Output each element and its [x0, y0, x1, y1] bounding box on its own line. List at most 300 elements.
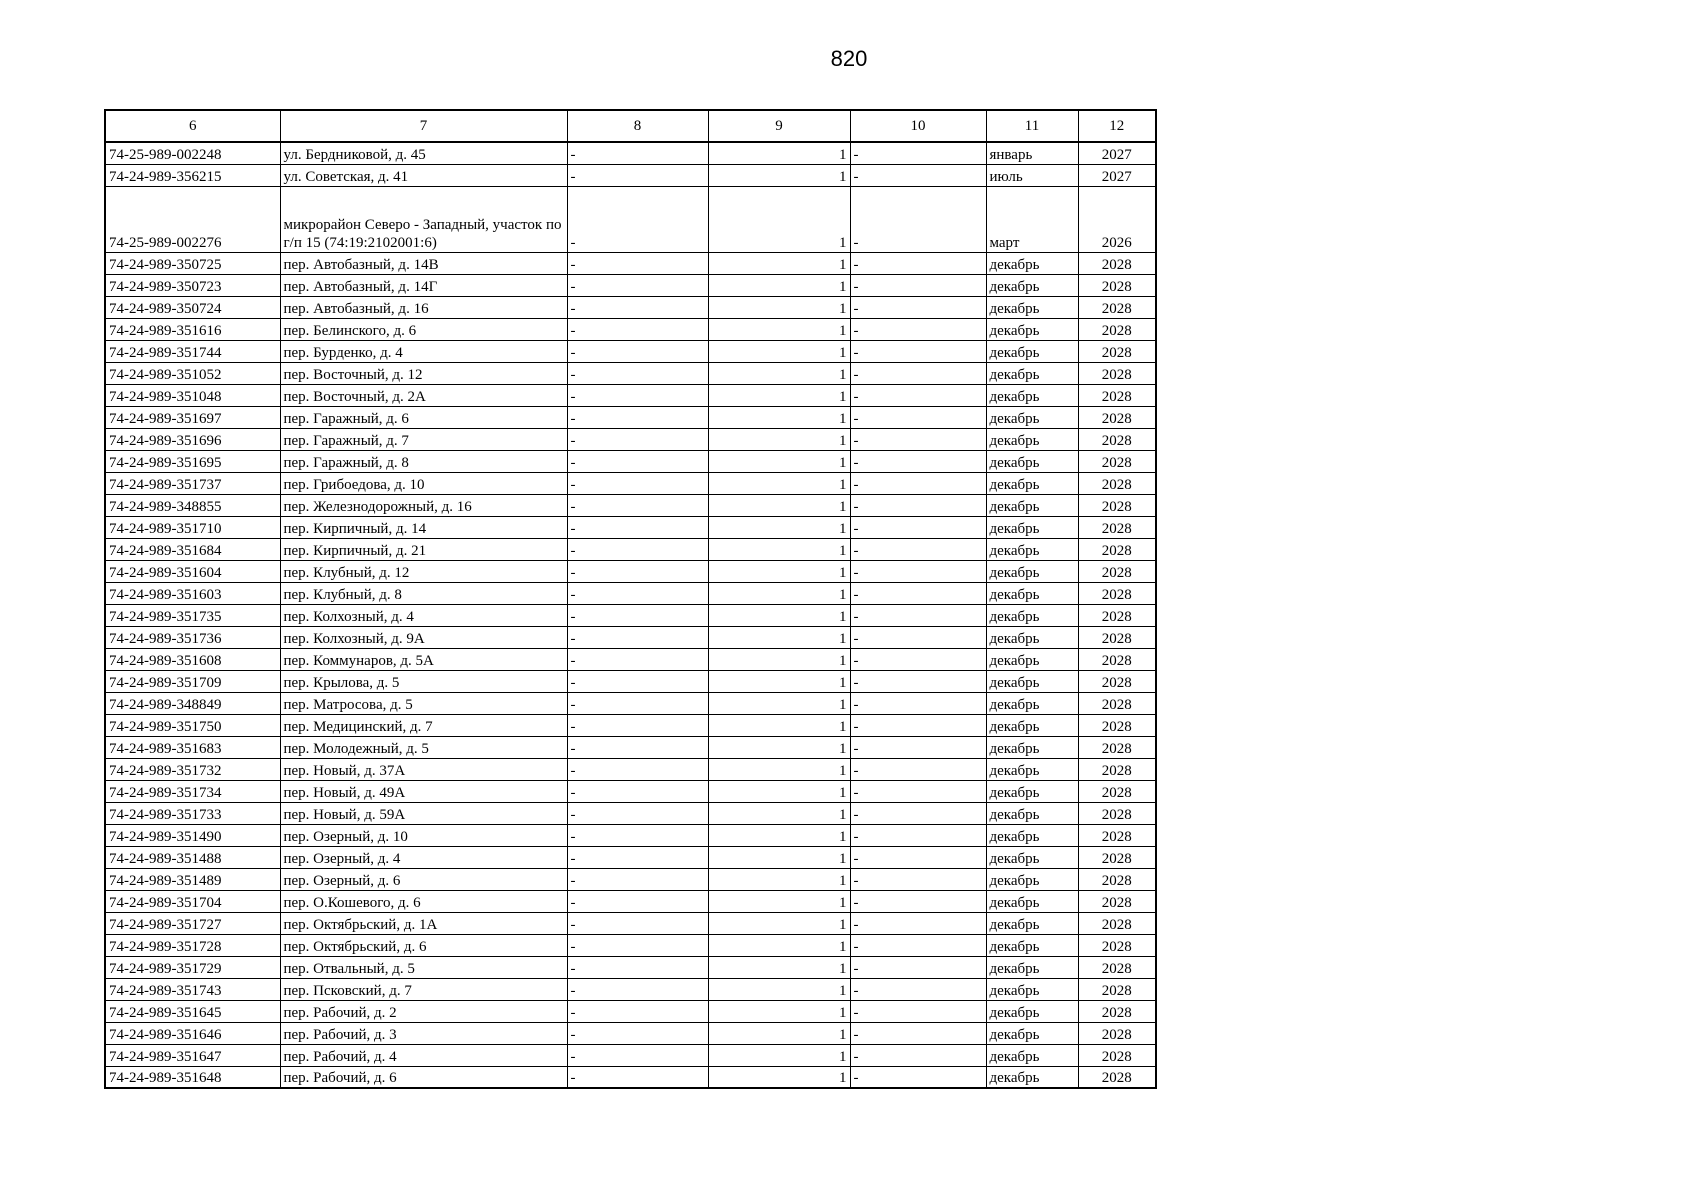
cell-col8: - [567, 538, 708, 560]
cell-year: 2028 [1078, 406, 1156, 428]
cell-quantity: 1 [708, 692, 850, 714]
table-row [105, 978, 1156, 1000]
table-row [105, 692, 1156, 714]
cell-quantity: 1 [708, 912, 850, 934]
table-row [105, 494, 1156, 516]
cell-object-code: 74-24-989-351735 [105, 604, 280, 626]
cell-month: декабрь [986, 780, 1078, 802]
cell-col10: - [850, 802, 986, 824]
cell-address: пер. Гаражный, д. 8 [280, 450, 567, 472]
register-table [104, 109, 1157, 1089]
cell-address: микрорайон Северо - Западный, участок по г/п 15 (74:19:2102001:6) [280, 186, 567, 252]
cell-col10: - [850, 626, 986, 648]
cell-object-code: 74-24-989-351645 [105, 1000, 280, 1022]
cell-year: 2028 [1078, 736, 1156, 758]
cell-quantity: 1 [708, 516, 850, 538]
cell-object-code: 74-24-989-356215 [105, 164, 280, 186]
cell-col8: - [567, 670, 708, 692]
cell-object-code: 74-24-989-348855 [105, 494, 280, 516]
cell-col8: - [567, 956, 708, 978]
table-row [105, 472, 1156, 494]
cell-month: декабрь [986, 582, 1078, 604]
cell-month: декабрь [986, 384, 1078, 406]
cell-address: пер. Белинского, д. 6 [280, 318, 567, 340]
table-row [105, 274, 1156, 296]
cell-col8: - [567, 978, 708, 1000]
cell-year: 2028 [1078, 1000, 1156, 1022]
cell-quantity: 1 [708, 626, 850, 648]
cell-col10: - [850, 956, 986, 978]
cell-quantity: 1 [708, 384, 850, 406]
cell-col8: - [567, 780, 708, 802]
cell-quantity: 1 [708, 428, 850, 450]
cell-col8: - [567, 846, 708, 868]
cell-col8: - [567, 868, 708, 890]
cell-col10: - [850, 428, 986, 450]
cell-address: пер. Автобазный, д. 16 [280, 296, 567, 318]
cell-object-code: 74-24-989-351696 [105, 428, 280, 450]
column-header: 10 [850, 110, 986, 142]
cell-address: пер. Новый, д. 59А [280, 802, 567, 824]
table-row [105, 142, 1156, 164]
cell-quantity: 1 [708, 802, 850, 824]
cell-address: пер. Медицинский, д. 7 [280, 714, 567, 736]
cell-col10: - [850, 164, 986, 186]
cell-address: пер. Железнодорожный, д. 16 [280, 494, 567, 516]
cell-month: март [986, 186, 1078, 252]
cell-quantity: 1 [708, 736, 850, 758]
cell-month: декабрь [986, 802, 1078, 824]
cell-quantity: 1 [708, 846, 850, 868]
table-row [105, 868, 1156, 890]
cell-col10: - [850, 758, 986, 780]
cell-object-code: 74-24-989-351733 [105, 802, 280, 824]
cell-year: 2028 [1078, 868, 1156, 890]
cell-quantity: 1 [708, 670, 850, 692]
cell-quantity: 1 [708, 890, 850, 912]
cell-quantity: 1 [708, 560, 850, 582]
cell-month: декабрь [986, 362, 1078, 384]
cell-col8: - [567, 714, 708, 736]
cell-col10: - [850, 824, 986, 846]
cell-col10: - [850, 978, 986, 1000]
table-row [105, 758, 1156, 780]
cell-address: пер. Колхозный, д. 9А [280, 626, 567, 648]
cell-year: 2028 [1078, 472, 1156, 494]
cell-address: пер. Бурденко, д. 4 [280, 340, 567, 362]
cell-address: пер. О.Кошевого, д. 6 [280, 890, 567, 912]
cell-quantity: 1 [708, 318, 850, 340]
cell-address: пер. Гаражный, д. 6 [280, 406, 567, 428]
cell-quantity: 1 [708, 934, 850, 956]
cell-quantity: 1 [708, 472, 850, 494]
cell-col8: - [567, 736, 708, 758]
cell-object-code: 74-24-989-351734 [105, 780, 280, 802]
cell-address: пер. Кирпичный, д. 21 [280, 538, 567, 560]
cell-object-code: 74-24-989-351750 [105, 714, 280, 736]
page-number: 820 [830, 46, 868, 71]
cell-year: 2028 [1078, 428, 1156, 450]
cell-col10: - [850, 274, 986, 296]
cell-year: 2028 [1078, 340, 1156, 362]
table-row [105, 362, 1156, 384]
cell-month: декабрь [986, 516, 1078, 538]
cell-year: 2028 [1078, 252, 1156, 274]
cell-quantity: 1 [708, 340, 850, 362]
header-row [105, 110, 1156, 142]
table-row [105, 296, 1156, 318]
cell-col10: - [850, 384, 986, 406]
cell-object-code: 74-24-989-350725 [105, 252, 280, 274]
cell-address: пер. Рабочий, д. 3 [280, 1022, 567, 1044]
table-row [105, 648, 1156, 670]
cell-month: декабрь [986, 758, 1078, 780]
cell-quantity: 1 [708, 538, 850, 560]
cell-col10: - [850, 1000, 986, 1022]
cell-object-code: 74-25-989-002248 [105, 142, 280, 164]
cell-object-code: 74-24-989-351695 [105, 450, 280, 472]
cell-object-code: 74-24-989-351737 [105, 472, 280, 494]
column-header: 8 [567, 110, 708, 142]
cell-col10: - [850, 538, 986, 560]
cell-col8: - [567, 912, 708, 934]
cell-quantity: 1 [708, 824, 850, 846]
cell-month: декабрь [986, 670, 1078, 692]
table-row [105, 384, 1156, 406]
cell-col10: - [850, 648, 986, 670]
cell-col8: - [567, 142, 708, 164]
cell-quantity: 1 [708, 956, 850, 978]
cell-year: 2028 [1078, 604, 1156, 626]
cell-col8: - [567, 186, 708, 252]
cell-year: 2028 [1078, 274, 1156, 296]
cell-object-code: 74-24-989-351608 [105, 648, 280, 670]
cell-month: декабрь [986, 472, 1078, 494]
table-row [105, 406, 1156, 428]
cell-year: 2028 [1078, 956, 1156, 978]
cell-month: декабрь [986, 296, 1078, 318]
cell-month: декабрь [986, 626, 1078, 648]
cell-col8: - [567, 252, 708, 274]
column-header: 7 [280, 110, 567, 142]
cell-month: декабрь [986, 648, 1078, 670]
cell-quantity: 1 [708, 1022, 850, 1044]
cell-month: декабрь [986, 1066, 1078, 1088]
cell-col8: - [567, 362, 708, 384]
cell-object-code: 74-24-989-351743 [105, 978, 280, 1000]
cell-year: 2028 [1078, 626, 1156, 648]
cell-object-code: 74-24-989-351490 [105, 824, 280, 846]
table-row [105, 890, 1156, 912]
cell-year: 2027 [1078, 142, 1156, 164]
table-row [105, 164, 1156, 186]
cell-col8: - [567, 1000, 708, 1022]
table-row [105, 824, 1156, 846]
cell-object-code: 74-24-989-351729 [105, 956, 280, 978]
cell-year: 2028 [1078, 692, 1156, 714]
cell-address: пер. Октябрьский, д. 6 [280, 934, 567, 956]
cell-quantity: 1 [708, 142, 850, 164]
cell-col10: - [850, 780, 986, 802]
cell-year: 2028 [1078, 670, 1156, 692]
table-row [105, 912, 1156, 934]
cell-month: декабрь [986, 274, 1078, 296]
cell-object-code: 74-24-989-351728 [105, 934, 280, 956]
table-row [105, 780, 1156, 802]
cell-address: пер. Клубный, д. 12 [280, 560, 567, 582]
table-row [105, 318, 1156, 340]
cell-month: декабрь [986, 692, 1078, 714]
cell-col8: - [567, 340, 708, 362]
cell-col10: - [850, 934, 986, 956]
cell-month: декабрь [986, 318, 1078, 340]
column-header: 6 [105, 110, 280, 142]
table-row [105, 1022, 1156, 1044]
cell-object-code: 74-24-989-351710 [105, 516, 280, 538]
cell-object-code: 74-24-989-348849 [105, 692, 280, 714]
cell-col8: - [567, 428, 708, 450]
cell-address: пер. Коммунаров, д. 5А [280, 648, 567, 670]
cell-address: пер. Озерный, д. 10 [280, 824, 567, 846]
cell-year: 2028 [1078, 846, 1156, 868]
cell-col10: - [850, 450, 986, 472]
cell-year: 2028 [1078, 1066, 1156, 1088]
cell-object-code: 74-24-989-351604 [105, 560, 280, 582]
cell-col8: - [567, 802, 708, 824]
cell-address: пер. Озерный, д. 4 [280, 846, 567, 868]
cell-month: декабрь [986, 736, 1078, 758]
cell-quantity: 1 [708, 406, 850, 428]
table-row [105, 428, 1156, 450]
cell-col8: - [567, 450, 708, 472]
cell-month: январь [986, 142, 1078, 164]
table-row [105, 538, 1156, 560]
cell-col8: - [567, 626, 708, 648]
cell-address: пер. Озерный, д. 6 [280, 868, 567, 890]
cell-year: 2026 [1078, 186, 1156, 252]
cell-object-code: 74-24-989-351683 [105, 736, 280, 758]
table-row [105, 516, 1156, 538]
cell-year: 2028 [1078, 758, 1156, 780]
cell-object-code: 74-24-989-351744 [105, 340, 280, 362]
cell-col8: - [567, 472, 708, 494]
cell-col8: - [567, 824, 708, 846]
table-row [105, 1066, 1156, 1088]
cell-col8: - [567, 758, 708, 780]
cell-col8: - [567, 274, 708, 296]
cell-month: декабрь [986, 538, 1078, 560]
cell-col10: - [850, 318, 986, 340]
cell-col10: - [850, 736, 986, 758]
cell-quantity: 1 [708, 758, 850, 780]
cell-col8: - [567, 318, 708, 340]
cell-year: 2028 [1078, 516, 1156, 538]
cell-year: 2028 [1078, 450, 1156, 472]
table-row [105, 1000, 1156, 1022]
cell-address: пер. Кирпичный, д. 14 [280, 516, 567, 538]
table-row [105, 1044, 1156, 1066]
cell-col10: - [850, 912, 986, 934]
cell-address: пер. Псковский, д. 7 [280, 978, 567, 1000]
cell-col8: - [567, 296, 708, 318]
column-header: 11 [986, 110, 1078, 142]
cell-quantity: 1 [708, 274, 850, 296]
cell-address: пер. Клубный, д. 8 [280, 582, 567, 604]
table-row [105, 626, 1156, 648]
cell-month: декабрь [986, 978, 1078, 1000]
cell-col8: - [567, 1066, 708, 1088]
cell-year: 2028 [1078, 560, 1156, 582]
cell-year: 2028 [1078, 362, 1156, 384]
cell-col8: - [567, 604, 708, 626]
cell-object-code: 74-24-989-351697 [105, 406, 280, 428]
cell-month: декабрь [986, 868, 1078, 890]
cell-year: 2028 [1078, 296, 1156, 318]
cell-address: пер. Новый, д. 37А [280, 758, 567, 780]
cell-object-code: 74-24-989-351646 [105, 1022, 280, 1044]
cell-address: пер. Матросова, д. 5 [280, 692, 567, 714]
cell-col8: - [567, 164, 708, 186]
cell-quantity: 1 [708, 780, 850, 802]
cell-col10: - [850, 296, 986, 318]
cell-month: декабрь [986, 1022, 1078, 1044]
cell-year: 2028 [1078, 384, 1156, 406]
cell-year: 2028 [1078, 1044, 1156, 1066]
cell-col10: - [850, 186, 986, 252]
cell-year: 2028 [1078, 802, 1156, 824]
cell-year: 2027 [1078, 164, 1156, 186]
cell-col10: - [850, 406, 986, 428]
cell-year: 2028 [1078, 912, 1156, 934]
cell-col8: - [567, 1022, 708, 1044]
cell-col10: - [850, 362, 986, 384]
cell-col10: - [850, 472, 986, 494]
cell-object-code: 74-24-989-351648 [105, 1066, 280, 1088]
table-body [105, 142, 1156, 1088]
cell-object-code: 74-24-989-350723 [105, 274, 280, 296]
table-row [105, 560, 1156, 582]
cell-address: пер. Отвальный, д. 5 [280, 956, 567, 978]
cell-address: пер. Гаражный, д. 7 [280, 428, 567, 450]
cell-year: 2028 [1078, 824, 1156, 846]
cell-col8: - [567, 560, 708, 582]
cell-address: пер. Молодежный, д. 5 [280, 736, 567, 758]
cell-month: декабрь [986, 428, 1078, 450]
cell-address: ул. Бердниковой, д. 45 [280, 142, 567, 164]
cell-object-code: 74-24-989-351647 [105, 1044, 280, 1066]
cell-object-code: 74-24-989-351616 [105, 318, 280, 340]
table-row [105, 670, 1156, 692]
cell-object-code: 74-25-989-002276 [105, 186, 280, 252]
cell-address: пер. Колхозный, д. 4 [280, 604, 567, 626]
table-row [105, 736, 1156, 758]
cell-address: пер. Восточный, д. 2А [280, 384, 567, 406]
cell-year: 2028 [1078, 714, 1156, 736]
cell-year: 2028 [1078, 538, 1156, 560]
cell-month: декабрь [986, 956, 1078, 978]
cell-address: пер. Новый, д. 49А [280, 780, 567, 802]
cell-address: пер. Грибоедова, д. 10 [280, 472, 567, 494]
cell-month: декабрь [986, 560, 1078, 582]
cell-month: декабрь [986, 824, 1078, 846]
cell-year: 2028 [1078, 890, 1156, 912]
cell-month: декабрь [986, 1044, 1078, 1066]
cell-col10: - [850, 692, 986, 714]
cell-col10: - [850, 1044, 986, 1066]
cell-year: 2028 [1078, 978, 1156, 1000]
cell-month: декабрь [986, 340, 1078, 362]
cell-year: 2028 [1078, 934, 1156, 956]
cell-object-code: 74-24-989-351052 [105, 362, 280, 384]
cell-year: 2028 [1078, 648, 1156, 670]
cell-month: декабрь [986, 1000, 1078, 1022]
cell-month: июль [986, 164, 1078, 186]
cell-quantity: 1 [708, 252, 850, 274]
cell-month: декабрь [986, 846, 1078, 868]
cell-col10: - [850, 890, 986, 912]
table-row [105, 714, 1156, 736]
cell-quantity: 1 [708, 648, 850, 670]
cell-quantity: 1 [708, 978, 850, 1000]
cell-col10: - [850, 252, 986, 274]
cell-col10: - [850, 714, 986, 736]
cell-year: 2028 [1078, 780, 1156, 802]
cell-month: декабрь [986, 494, 1078, 516]
cell-year: 2028 [1078, 1022, 1156, 1044]
cell-col10: - [850, 560, 986, 582]
table-row [105, 802, 1156, 824]
column-header: 12 [1078, 110, 1156, 142]
cell-col10: - [850, 516, 986, 538]
cell-year: 2028 [1078, 318, 1156, 340]
table-row [105, 956, 1156, 978]
table-row [105, 186, 1156, 252]
cell-col8: - [567, 582, 708, 604]
cell-object-code: 74-24-989-351704 [105, 890, 280, 912]
cell-address: пер. Рабочий, д. 2 [280, 1000, 567, 1022]
cell-quantity: 1 [708, 186, 850, 252]
cell-object-code: 74-24-989-351603 [105, 582, 280, 604]
cell-col8: - [567, 1044, 708, 1066]
cell-object-code: 74-24-989-350724 [105, 296, 280, 318]
column-header: 9 [708, 110, 850, 142]
cell-address: ул. Советская, д. 41 [280, 164, 567, 186]
table-row [105, 846, 1156, 868]
cell-month: декабрь [986, 934, 1078, 956]
cell-address: пер. Октябрьский, д. 1А [280, 912, 567, 934]
cell-col8: - [567, 890, 708, 912]
cell-col10: - [850, 142, 986, 164]
cell-quantity: 1 [708, 1044, 850, 1066]
cell-year: 2028 [1078, 582, 1156, 604]
cell-col10: - [850, 846, 986, 868]
cell-year: 2028 [1078, 494, 1156, 516]
cell-col8: - [567, 406, 708, 428]
table-header [105, 110, 1156, 142]
cell-month: декабрь [986, 406, 1078, 428]
cell-object-code: 74-24-989-351736 [105, 626, 280, 648]
cell-quantity: 1 [708, 450, 850, 472]
cell-col8: - [567, 648, 708, 670]
cell-address: пер. Крылова, д. 5 [280, 670, 567, 692]
cell-quantity: 1 [708, 296, 850, 318]
cell-col8: - [567, 516, 708, 538]
cell-quantity: 1 [708, 1066, 850, 1088]
cell-object-code: 74-24-989-351732 [105, 758, 280, 780]
cell-address: пер. Автобазный, д. 14Г [280, 274, 567, 296]
cell-col10: - [850, 340, 986, 362]
cell-month: декабрь [986, 912, 1078, 934]
